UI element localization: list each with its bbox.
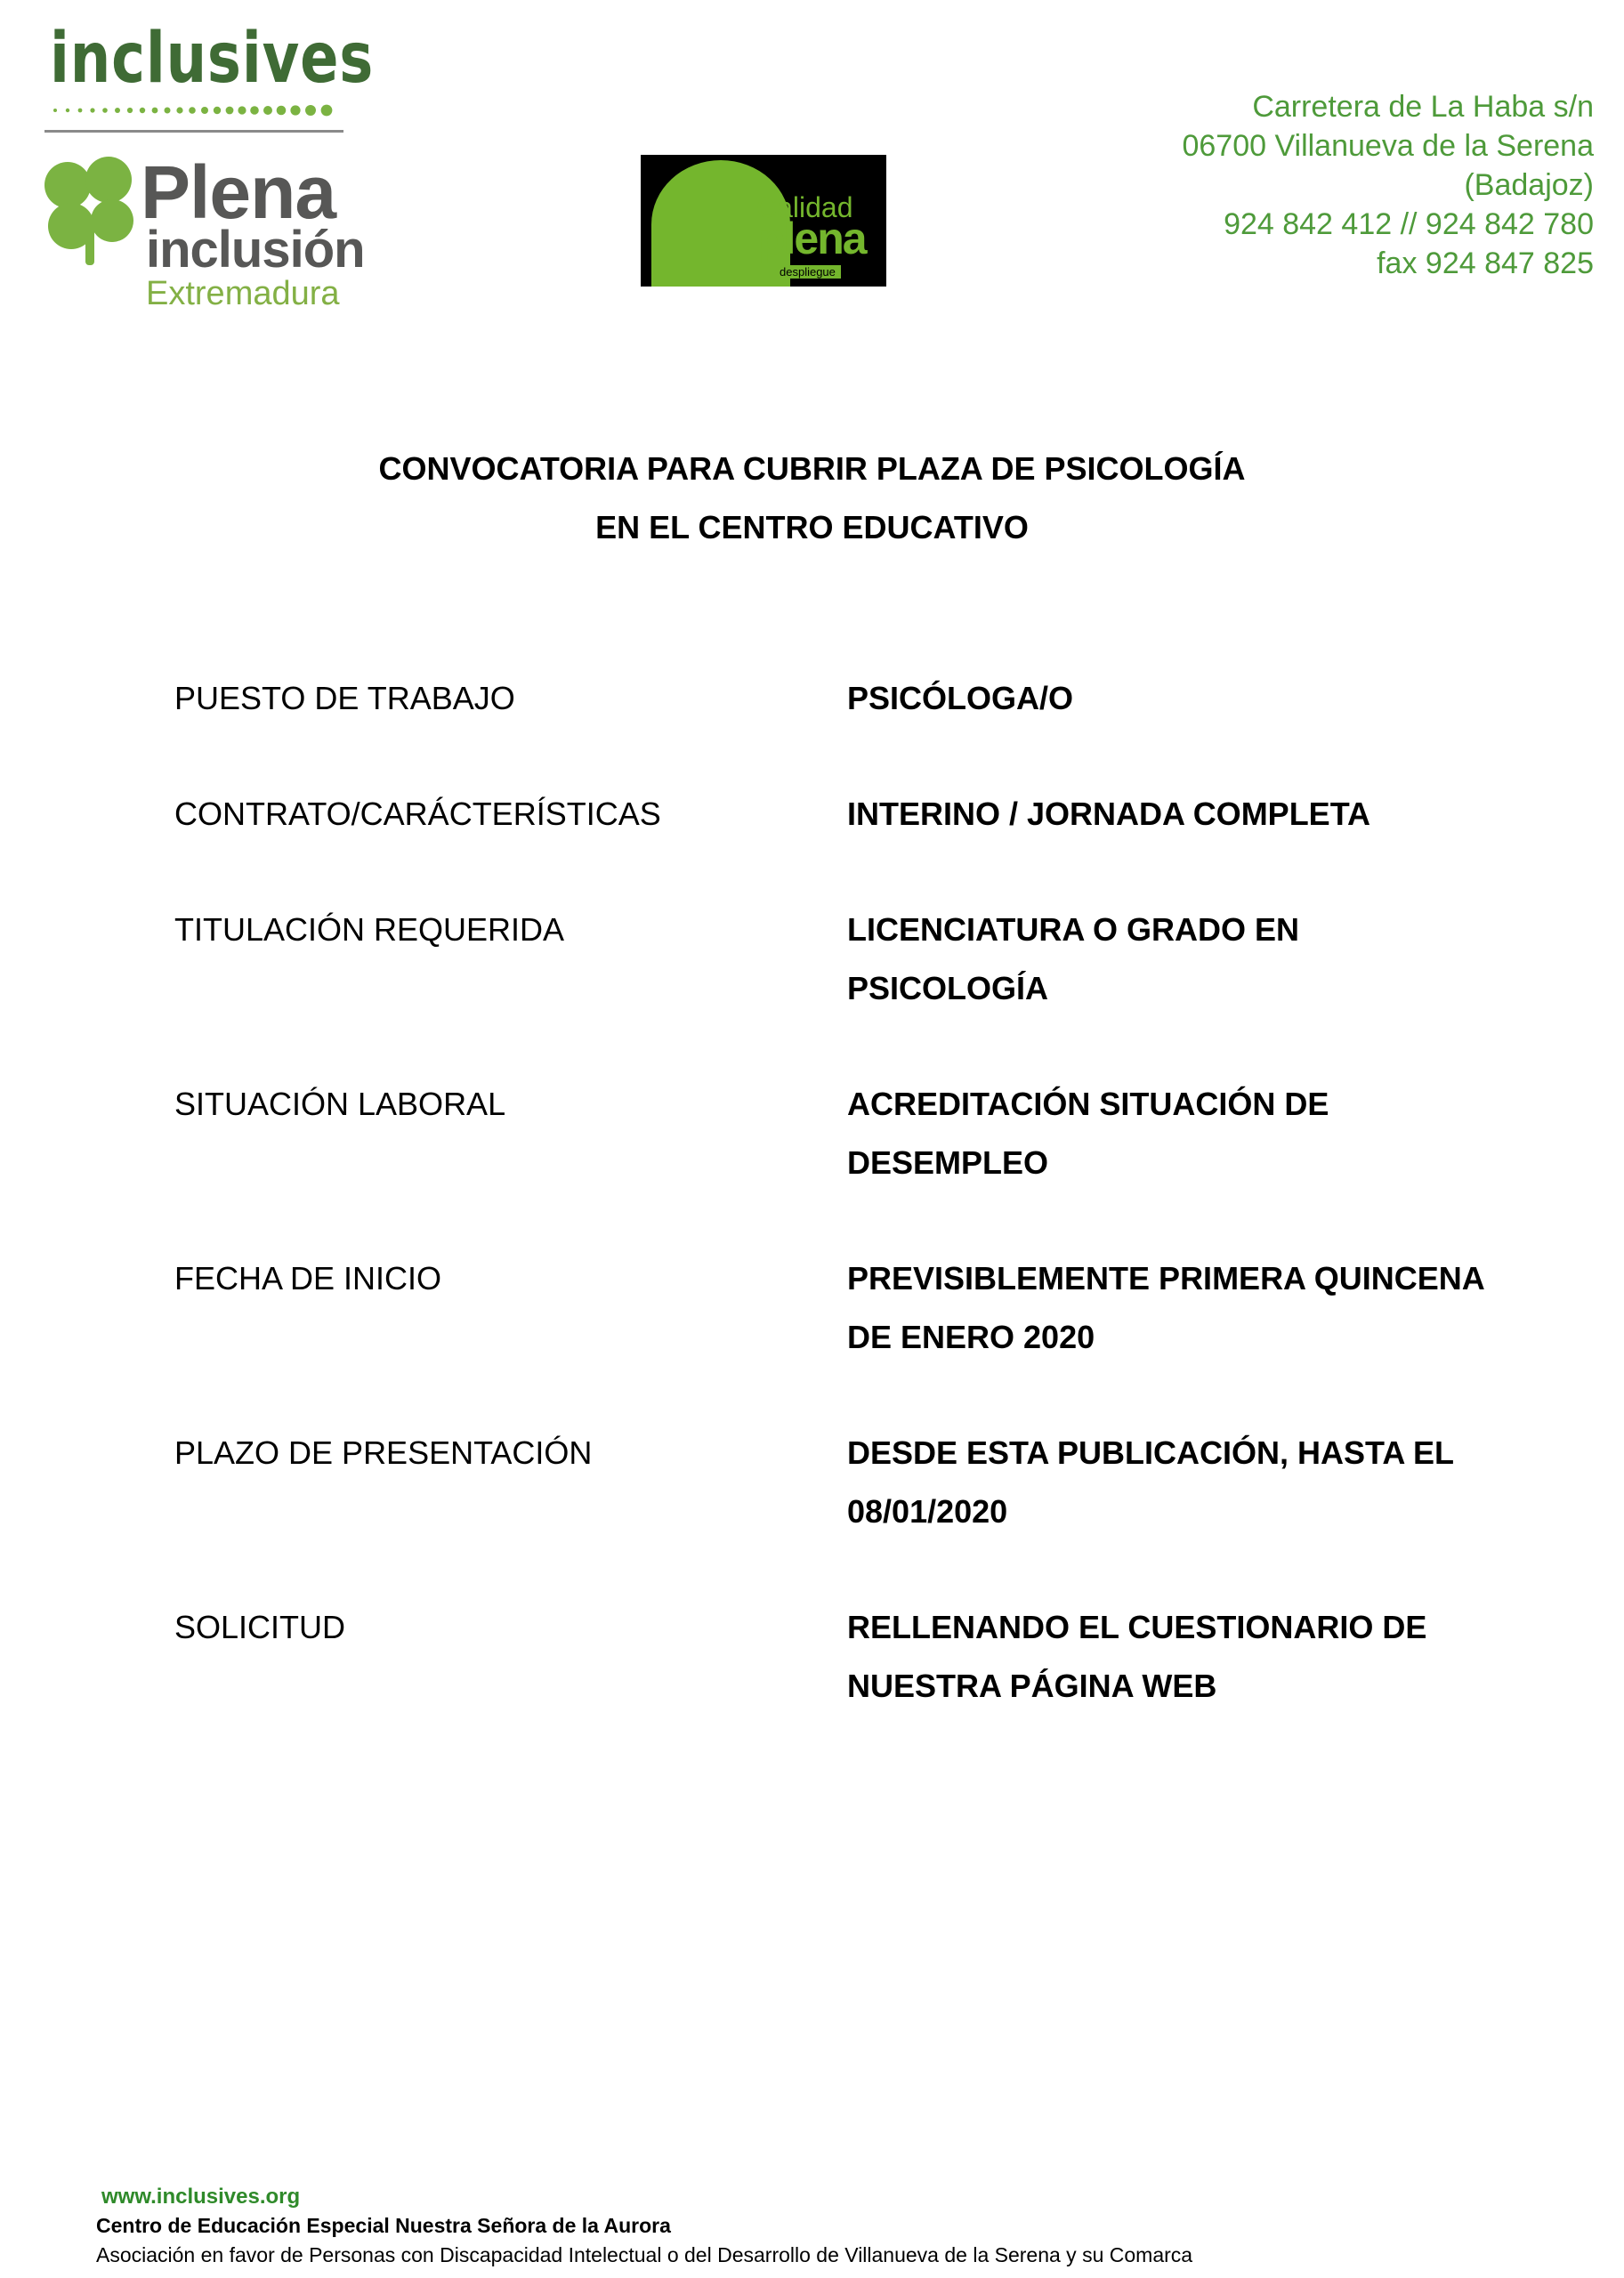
detail-value: PSICÓLOGA/O xyxy=(847,680,1074,716)
detail-value: RELLENANDO EL CUESTIONARIO DE NUESTRA PÁGINA WEB xyxy=(847,1609,1427,1704)
dotted-line-icon xyxy=(52,103,336,117)
footer xyxy=(96,2183,1192,2270)
detail-value: ACREDITACIÓN SITUACIÓN DE DESEMPLEO xyxy=(847,1086,1329,1181)
address-line: 06700 Villanueva de la Serena xyxy=(1182,129,1594,163)
detail-label: CONTRATO/CARÁCTERÍSTICAS xyxy=(174,796,661,832)
detail-label: PUESTO DE TRABAJO xyxy=(174,680,515,716)
detail-label: FECHA DE INICIO xyxy=(174,1260,442,1297)
title-line-1: CONVOCATORIA PARA CUBRIR PLAZA DE PSICOLOGÍA xyxy=(378,450,1246,487)
inclusion-text: inclusión xyxy=(146,221,365,279)
detail-label: PLAZO DE PRESENTACIÓN xyxy=(174,1434,593,1471)
extremadura-text: Extremadura xyxy=(146,275,340,312)
address-line: Carretera de La Haba s/n xyxy=(1252,90,1594,124)
detail-value: PREVISIBLEMENTE PRIMERA QUINCENA DE ENERO 2020 xyxy=(847,1260,1484,1355)
inclusives-logo-text: inclusives xyxy=(50,19,375,99)
plena-text: Plena xyxy=(141,150,336,234)
website-link[interactable]: www.inclusives.org xyxy=(101,2185,301,2209)
detail-label: SITUACIÓN LABORAL xyxy=(174,1086,506,1122)
plena-inclusion-logo xyxy=(41,142,365,312)
fax-line: fax 924 847 825 xyxy=(1377,246,1594,280)
document-title xyxy=(0,440,1624,557)
title-line-2: EN EL CENTRO EDUCATIVO xyxy=(595,509,1029,545)
despliegue-text: despliegue xyxy=(774,265,841,279)
association-name: Asociación en favor de Personas con Discapacidad Intelectual o del Desarrollo de Villanueva de la Serena y su Comarca xyxy=(96,2243,1193,2266)
logo-divider xyxy=(44,130,343,133)
center-name: Centro de Educación Especial Nuestra Señora de la Aurora xyxy=(96,2214,671,2237)
calidad-plena-logo xyxy=(641,155,886,287)
detail-value: INTERINO / JORNADA COMPLETA xyxy=(847,796,1371,832)
calidad-text: Calidad xyxy=(756,191,853,223)
detail-value: DESDE ESTA PUBLICACIÓN, HASTA EL 08/01/2020 xyxy=(847,1434,1454,1530)
detail-label: SOLICITUD xyxy=(174,1609,346,1645)
address-line: (Badajoz) xyxy=(1464,168,1594,202)
detail-value: LICENCIATURA O GRADO EN PSICOLOGÍA xyxy=(847,911,1299,1006)
phone-line: 924 842 412 // 924 842 780 xyxy=(1224,207,1594,241)
detail-label: TITULACIÓN REQUERIDA xyxy=(174,911,565,948)
address-block xyxy=(1182,87,1594,283)
clover-icon xyxy=(41,153,139,269)
inclusives-logo xyxy=(44,16,375,114)
calidad-plena-text: plena xyxy=(758,214,866,263)
